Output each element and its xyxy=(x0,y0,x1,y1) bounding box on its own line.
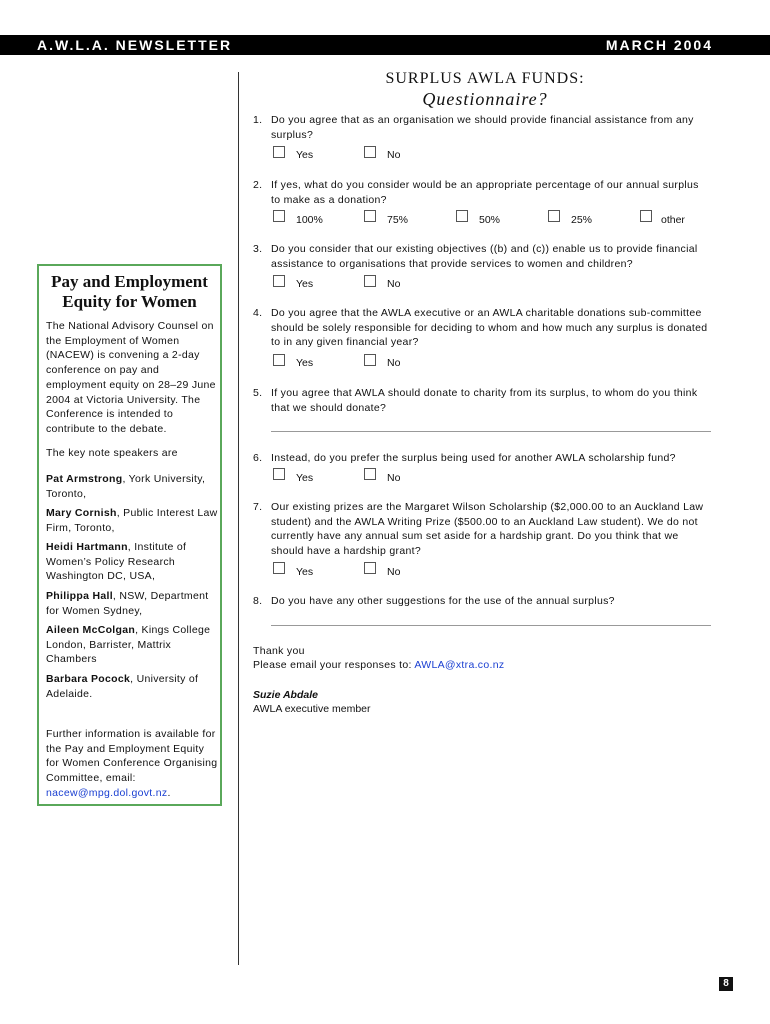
speaker-name: Philippa Hall xyxy=(46,590,113,602)
question-number: 1. xyxy=(253,114,263,126)
speaker-name: Mary Cornish xyxy=(46,507,117,519)
option-label: Yes xyxy=(296,566,314,578)
email-instruction xyxy=(253,658,504,673)
checkbox-q4-yes[interactable] xyxy=(273,354,285,366)
option-label: Yes xyxy=(296,472,314,484)
speaker-item xyxy=(46,472,218,501)
thank-you: Thank you xyxy=(253,645,305,657)
question-number: 8. xyxy=(253,595,263,607)
signature-name: Suzie Abdale xyxy=(253,689,318,701)
speaker-item xyxy=(46,623,218,667)
column-divider xyxy=(238,72,239,965)
checkbox-q1-yes[interactable] xyxy=(273,146,285,158)
speaker-detail: , Public Interest Law Firm, Toronto, xyxy=(46,507,218,534)
header-bar xyxy=(0,35,770,55)
question-text: Do you have any other suggestions for the use of the annual surplus? xyxy=(271,595,615,607)
awla-email-link[interactable]: AWLA@xtra.co.nz xyxy=(414,659,505,671)
checkbox-q4-no[interactable] xyxy=(364,354,376,366)
speaker-item xyxy=(46,672,218,701)
option-label: 100% xyxy=(296,214,323,226)
question-text: If yes, what do you consider would be an appropriate percentage of our annual surplus to make as a donation? xyxy=(271,179,699,206)
further-info-text: Further information is available for the Pay and Employment Equity for Women Conference Organising Committee, email: xyxy=(46,728,218,785)
checkbox-q6-yes[interactable] xyxy=(273,468,285,480)
option-label: No xyxy=(387,472,401,484)
speaker-name: Heidi Hartmann xyxy=(46,541,128,553)
speaker-detail: , University of Adelaide. xyxy=(46,673,199,700)
answer-line-q5[interactable] xyxy=(271,431,711,432)
sidebar-intro: The National Advisory Counsel on the Employment of Women (NACEW) is convening a 2-day conference on pay and employment equity on 28–29 June 2004 at Victoria University. The Conference is intended to contribute to the debate. xyxy=(46,320,216,435)
page-number: 8 xyxy=(719,977,733,991)
question-text: Instead, do you prefer the surplus being used for another AWLA scholarship fund? xyxy=(271,452,676,464)
checkbox-q2-other[interactable] xyxy=(640,210,652,222)
questionnaire-title: SURPLUS AWLA FUNDS: xyxy=(385,70,585,87)
question-number: 3. xyxy=(253,243,263,255)
checkbox-q2-50[interactable] xyxy=(456,210,468,222)
newsletter-title: A.W.L.A. NEWSLETTER xyxy=(37,37,233,53)
checkbox-q3-yes[interactable] xyxy=(273,275,285,287)
question-text: Do you consider that our existing objectives ((b) and (c)) enable us to provide financial assistance to organisations that provide services to women and children? xyxy=(271,243,698,270)
questionnaire-subtitle: Questionnaire? xyxy=(422,89,548,109)
question-text: Do you agree that the AWLA executive or an AWLA charitable donations sub-committee should be solely responsible for deciding to whom and how much any surplus is donated to in any given financial year? xyxy=(271,307,708,349)
nacew-email-link[interactable]: nacew@mpg.dol.govt.nz xyxy=(46,786,168,799)
option-label: 25% xyxy=(571,214,593,226)
question-number: 5. xyxy=(253,387,263,399)
checkbox-q1-no[interactable] xyxy=(364,146,376,158)
option-label: No xyxy=(387,357,401,369)
speaker-item xyxy=(46,506,218,535)
question-number: 4. xyxy=(253,307,263,319)
option-label: No xyxy=(387,149,401,161)
checkbox-q3-no[interactable] xyxy=(364,275,376,287)
email-suffix: . xyxy=(167,786,171,799)
question-text: Our existing prizes are the Margaret Wilson Scholarship ($2,000.00 to an Auckland Law student) and the AWLA Writing Prize ($500.00 to an Auckland Law student). We do not currently have any annual sum set aside for a hardship grant. Do you think that we should have a hardship grant? xyxy=(271,501,704,558)
further-info xyxy=(46,727,218,801)
checkbox-q2-100[interactable] xyxy=(273,210,285,222)
checkbox-q7-no[interactable] xyxy=(364,562,376,574)
question-number: 6. xyxy=(253,452,263,464)
checkbox-q6-no[interactable] xyxy=(364,468,376,480)
question-number: 2. xyxy=(253,179,263,191)
option-label: other xyxy=(661,214,685,226)
speaker-item xyxy=(46,589,218,618)
question-text: Do you agree that as an organisation we should provide financial assistance from any surplus? xyxy=(271,114,694,141)
speaker-detail: , Kings College London, Barrister, Mattrix Chambers xyxy=(46,624,211,666)
speakers-intro: The key note speakers are xyxy=(46,447,178,459)
signature-role: AWLA executive member xyxy=(253,703,371,715)
sidebar-title: Pay and Employment Equity for Women xyxy=(51,272,208,311)
option-label: Yes xyxy=(296,278,314,290)
checkbox-q2-75[interactable] xyxy=(364,210,376,222)
question-text: If you agree that AWLA should donate to charity from its surplus, to whom do you think that we should donate? xyxy=(271,387,698,414)
question-number: 7. xyxy=(253,501,263,513)
checkbox-q2-25[interactable] xyxy=(548,210,560,222)
speaker-detail: , Institute of Women’s Policy Research Washington DC, USA, xyxy=(46,541,187,583)
option-label: No xyxy=(387,278,401,290)
speaker-name: Aileen McColgan xyxy=(46,624,136,636)
checkbox-q7-yes[interactable] xyxy=(273,562,285,574)
speaker-name: Barbara Pocock xyxy=(46,673,131,685)
speaker-detail: , NSW, Department for Women Sydney, xyxy=(46,590,209,617)
option-label: Yes xyxy=(296,149,314,161)
speaker-detail: , York University, Toronto, xyxy=(46,473,206,500)
speaker-name: Pat Armstrong xyxy=(46,473,123,485)
sidebar-article-box xyxy=(37,264,222,806)
speaker-item xyxy=(46,540,218,584)
option-label: 75% xyxy=(387,214,409,226)
option-label: No xyxy=(387,566,401,578)
email-prompt: Please email your responses to: xyxy=(253,659,412,671)
option-label: 50% xyxy=(479,214,501,226)
option-label: Yes xyxy=(296,357,314,369)
issue-date: MARCH 2004 xyxy=(605,37,713,53)
answer-line-q8[interactable] xyxy=(271,625,711,626)
